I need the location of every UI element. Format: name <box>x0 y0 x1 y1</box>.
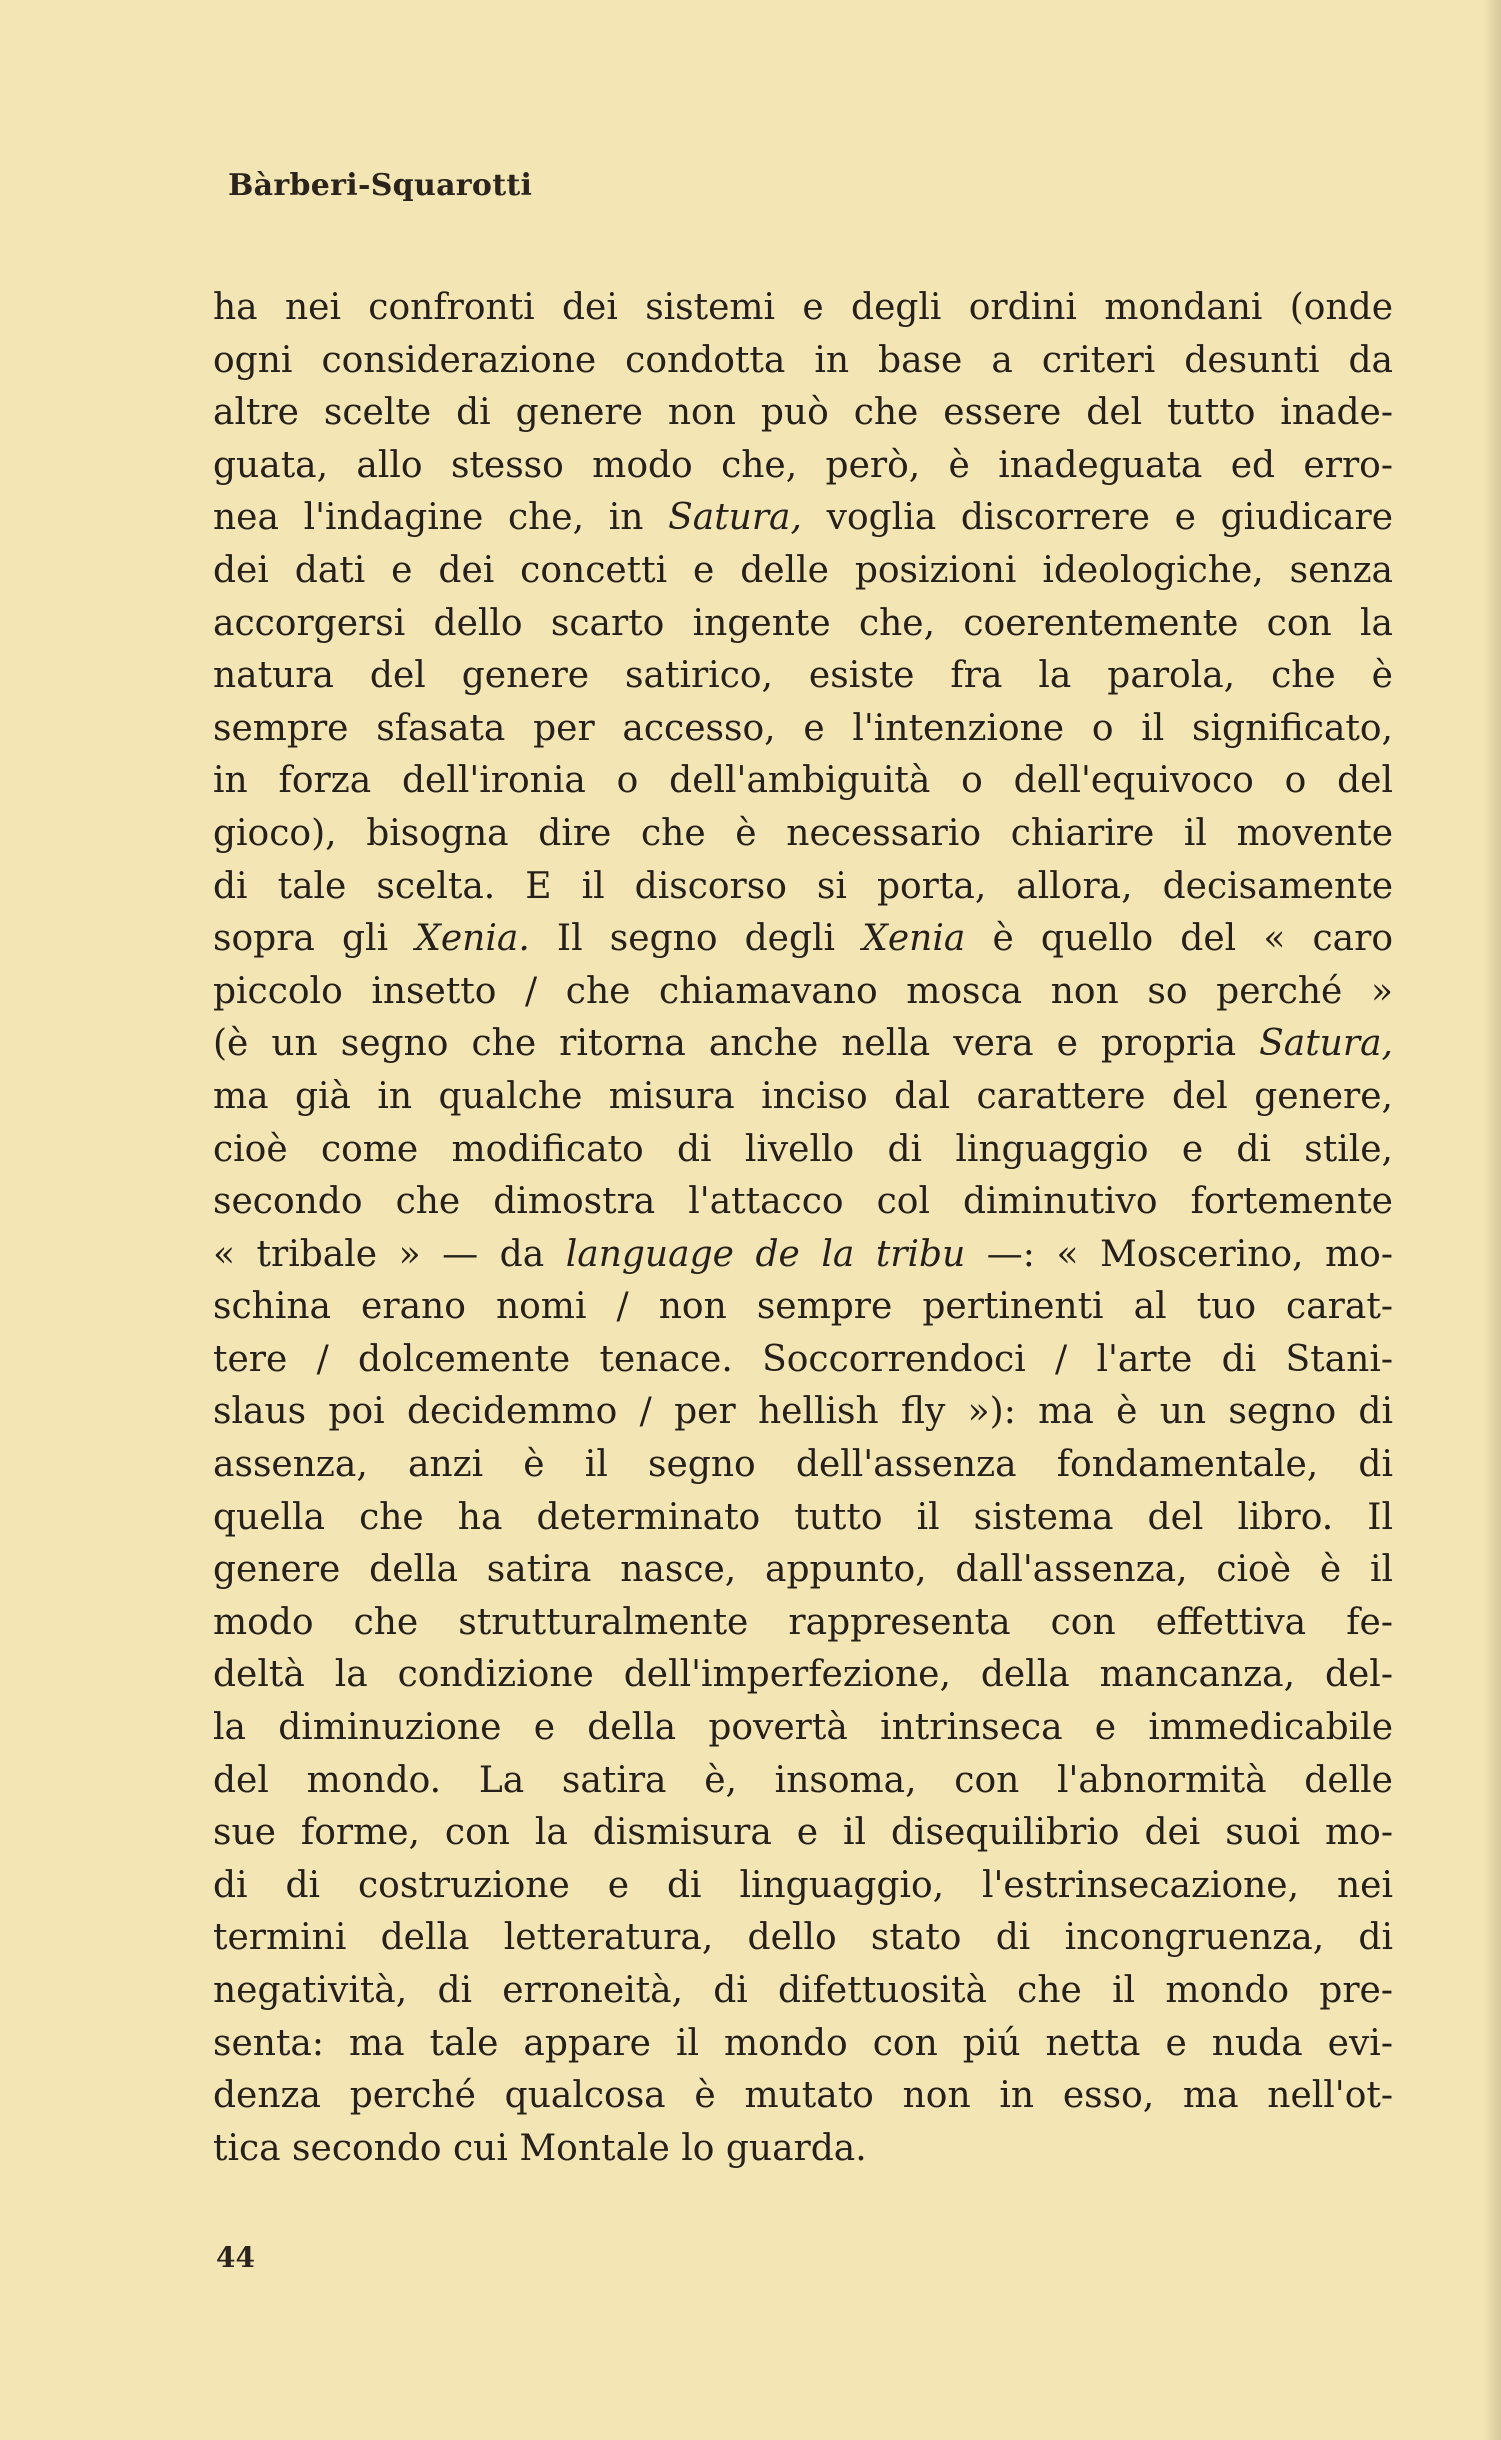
text-line: « tribale » — da language de la tribu —: « Moscerino, mo- <box>213 1233 1394 1275</box>
text-line: gioco), bisogna dire che è necessario chiarire il movente <box>213 812 1393 854</box>
running-head: Bàrberi-Squarotti <box>228 168 533 203</box>
text-line: denza perché qualcosa è mutato non in esso, ma nell'ot- <box>213 2075 1393 2117</box>
text-line: piccolo insetto / che chiamavano mosca non so perché » <box>213 970 1393 1012</box>
text-line: tere / dolcemente tenace. Soccorrendoci / l'arte di Stani- <box>213 1338 1393 1380</box>
text-line: guata, allo stesso modo che, però, è inadeguata ed erro- <box>213 444 1393 486</box>
text-line: senta: ma tale appare il mondo con piú netta e nuda evi- <box>213 2022 1393 2064</box>
text-line: (è un segno che ritorna anche nella vera e propria Satura, <box>213 1023 1393 1065</box>
text-line: ma già in qualche misura inciso dal carattere del genere, <box>213 1075 1393 1117</box>
text-line: di tale scelta. E il discorso si porta, allora, decisamente <box>213 865 1393 907</box>
text-line: sempre sfasata per accesso, e l'intenzione o il significato, <box>213 707 1393 749</box>
italic-quote: language de la tribu <box>565 1233 966 1275</box>
text-line: del mondo. La satira è, insoma, con l'abnormità delle <box>213 1759 1393 1801</box>
text-line: dei dati e dei concetti e delle posizioni ideologiche, senza <box>213 549 1393 591</box>
text-line: secondo che dimostra l'attacco col diminutivo fortemente <box>213 1181 1393 1223</box>
text-line: ogni considerazione condotta in base a criteri desunti da <box>213 339 1393 381</box>
italic-title: Satura, <box>1259 1023 1393 1065</box>
text-line: quella che ha determinato tutto il sistema del libro. Il <box>213 1496 1393 1538</box>
text-line: cioè come modificato di livello di linguaggio e di stile, <box>213 1128 1393 1170</box>
text-line: termini della letteratura, dello stato di incongruenza, di <box>213 1917 1393 1959</box>
text-line: deltà la condizione dell'imperfezione, della mancanza, del- <box>213 1654 1393 1696</box>
text-line: accorgersi dello scarto ingente che, coerentemente con la <box>213 602 1393 644</box>
text-line: schina erano nomi / non sempre pertinenti al tuo carat- <box>213 1286 1393 1328</box>
italic-title: Xenia. <box>415 918 530 960</box>
text-line: sopra gli Xenia. Il segno degli Xenia è quello del « caro <box>213 918 1393 960</box>
text-line: altre scelte di genere non può che essere del tutto inade- <box>213 392 1393 434</box>
page-number: 44 <box>216 2241 255 2274</box>
text-line: ha nei confronti dei sistemi e degli ordini mondani (onde <box>213 287 1393 328</box>
text-line: modo che strutturalmente rappresenta con effettiva fe- <box>213 1601 1393 1643</box>
text-line: assenza, anzi è il segno dell'assenza fondamentale, di <box>213 1444 1393 1486</box>
italic-title: Satura, <box>668 497 802 539</box>
text-line: genere della satira nasce, appunto, dall'assenza, cioè è il <box>213 1549 1393 1591</box>
text-line: negatività, di erroneità, di difettuosità che il mondo pre- <box>213 1970 1393 2011</box>
italic-title: Xenia <box>862 918 966 960</box>
text-line: la diminuzione e della povertà intrinseca e immedicabile <box>213 1707 1393 1749</box>
body-text <box>213 282 1393 2175</box>
text-line: natura del genere satirico, esiste fra la parola, che è <box>213 655 1393 697</box>
text-line: nea l'indagine che, in Satura, voglia discorrere e giudicare <box>213 497 1394 539</box>
text-line: in forza dell'ironia o dell'ambiguità o dell'equivoco o del <box>213 760 1393 802</box>
text-line: slaus poi decidemmo / per hellish fly »): ma è un segno di <box>213 1391 1393 1433</box>
text-line: di di costruzione e di linguaggio, l'estrinsecazione, nei <box>213 1864 1393 1906</box>
text-line: sue forme, con la dismisura e il disequilibrio dei suoi mo- <box>213 1812 1393 1854</box>
text-line: tica secondo cui Montale lo guarda. <box>213 2127 867 2169</box>
